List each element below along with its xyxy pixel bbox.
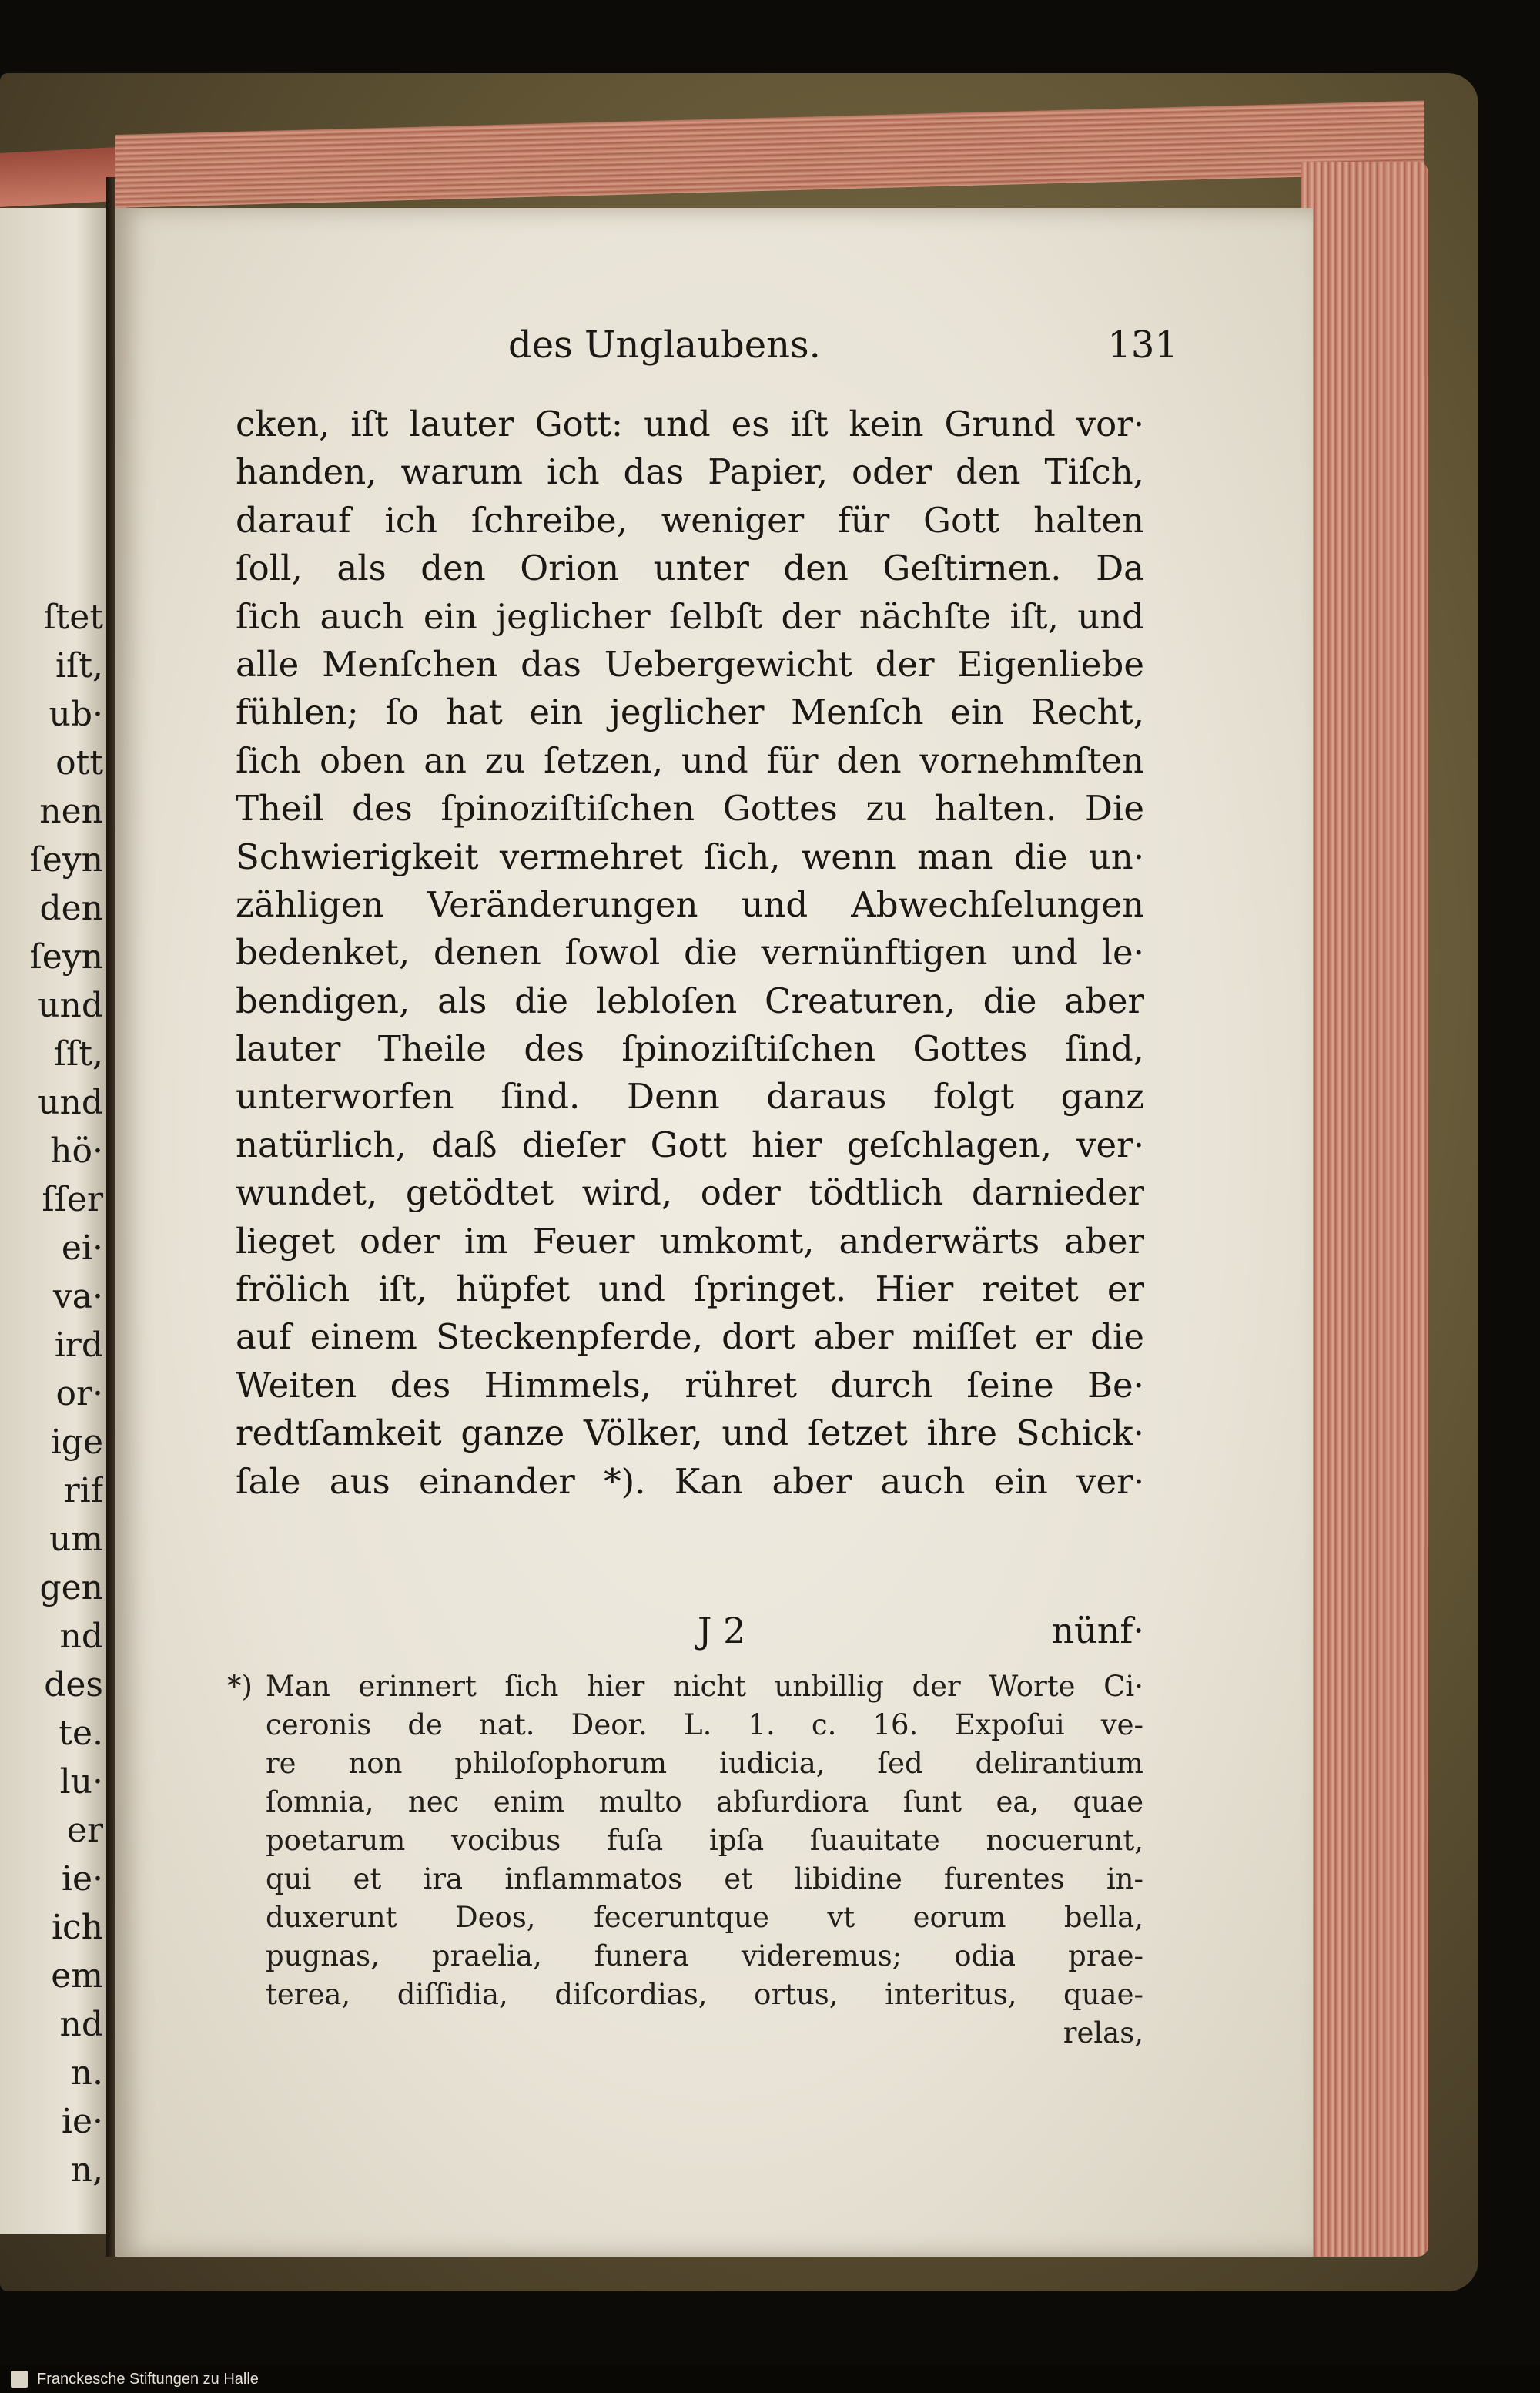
text-line: bendigen, als die lebloſen Creaturen, die aber (236, 980, 1144, 1021)
footnote-line: re non philoſophorum iudicia, ſed delirantium (266, 1747, 1143, 1780)
left-page-fragment: or· (55, 1374, 103, 1413)
left-page-fragment: und (38, 986, 103, 1025)
left-page-fragment: des (44, 1665, 103, 1704)
text-line: ſale aus einander *). Kan aber auch ein ver· (236, 1460, 1144, 1502)
text-line: wundet, getödtet wird, oder tödtlich darnieder (236, 1172, 1144, 1214)
text-line: redtſamkeit ganze Völker, und ſetzet ihre Schick· (236, 1413, 1144, 1454)
text-line: cken, iſt lauter Gott: und es iſt kein Grund vor· (236, 404, 1144, 444)
left-page-fragment: hö· (50, 1131, 103, 1171)
text-line: lieget oder im Feuer umkomt, anderwärts aber (236, 1220, 1144, 1262)
text-line: ſich auch ein jeglicher ſelbſt der nächſte iſt, und (236, 595, 1144, 637)
left-page-fragment: ige (50, 1423, 103, 1462)
left-page-fragment: ſſt, (53, 1034, 103, 1074)
left-page-fragment: gen (39, 1568, 103, 1607)
credit-bar (0, 2365, 1540, 2393)
running-title: des Unglaubens. (508, 323, 821, 367)
footnote-line: pugnas, praelia, funera videremus; odia prae- (266, 1939, 1143, 1972)
left-page (0, 208, 109, 2234)
left-page-fragment: und (38, 1083, 103, 1122)
left-page-fragment: ſeyn (29, 840, 103, 880)
left-page-fragment: nd (59, 2005, 103, 2044)
text-line: natürlich, daß dieſer Gott hier geſchlagen, ver· (236, 1124, 1144, 1165)
signature-mark: J 2 (698, 1610, 746, 1651)
text-line: auf einem Steckenpferde, dort aber miſſet er die (236, 1316, 1144, 1358)
left-page-fragment: ie· (61, 2102, 103, 2141)
left-page-fragment: ub· (49, 695, 103, 734)
text-line: Weiten des Himmels, rühret durch ſeine Be· (236, 1364, 1144, 1406)
credit-text: Franckesche Stiftungen zu Halle (37, 2371, 259, 2388)
footnote-line: duxerunt Deos, feceruntque vt eorum bella, (266, 1901, 1143, 1934)
footnote-marker: *) (227, 1670, 253, 1703)
left-page-fragment: ſtet (43, 598, 103, 637)
footnote-catchword: relas, (1063, 2016, 1143, 2049)
left-page-fragment: er (66, 1811, 103, 1850)
left-page-fragment: ird (54, 1326, 103, 1365)
footnote-line: Man erinnert ſich hier nicht unbillig der Worte Ci· (266, 1670, 1143, 1703)
left-page-fragment: ich (51, 1908, 103, 1947)
left-page-edge (0, 147, 116, 207)
left-page-fragment: ſeyn (29, 937, 103, 977)
text-line: alle Menſchen das Uebergewicht der Eigenliebe (236, 643, 1144, 685)
left-page-text-fragments (3, 593, 103, 2194)
text-line: darauf ich ſchreibe, weniger für Gott halten (236, 499, 1144, 541)
text-line: fühlen; ſo hat ein jeglicher Menſch ein Recht, (236, 692, 1144, 733)
left-page-fragment: ie· (61, 1859, 103, 1899)
footnote-line: terea, diſſidia, diſcordias, ortus, interitus, quae- (266, 1978, 1143, 2011)
text-line: Theil des ſpinoziſtiſchen Gottes zu halten. Die (236, 788, 1144, 830)
left-page-fragment: ei· (61, 1228, 103, 1268)
left-page-fragment: ott (55, 743, 103, 783)
page-header (231, 323, 1178, 377)
text-line: Schwierigkeit vermehret ſich, wenn man die un· (236, 836, 1144, 877)
left-page-fragment: den (39, 889, 103, 928)
text-line: zähligen Veränderungen und Abwechſelungen (236, 883, 1144, 925)
main-text-block (236, 401, 1144, 1506)
left-page-fragment: ſſer (42, 1180, 103, 1219)
text-line: unterworfen ſind. Denn daraus folgt ganz (236, 1076, 1144, 1118)
left-page-fragment: n, (70, 2150, 103, 2190)
left-page-fragment: n. (70, 2053, 103, 2093)
catchword: nünf· (1051, 1610, 1144, 1651)
institution-logo-icon (11, 2371, 28, 2388)
footnote-line: ſomnia, nec enim multo abſurdiora ſunt ea, quae (266, 1785, 1143, 1818)
footnote-line: ceronis de nat. Deor. L. 1. c. 16. Expoſui ve- (266, 1708, 1143, 1741)
text-line: bedenket, denen ſowol die vernünftigen und le· (236, 932, 1144, 974)
left-page-fragment: te. (59, 1714, 103, 1753)
text-line: frölich iſt, hüpfet und ſpringet. Hier reitet er (236, 1269, 1144, 1310)
left-page-fragment: nd (59, 1617, 103, 1656)
page-block-fore-edge (1301, 162, 1428, 2257)
left-page-fragment: lu· (59, 1762, 103, 1801)
text-line: ſich oben an zu ſetzen, und für den vornehmſten (236, 739, 1144, 781)
page-foot-row (236, 1610, 1144, 1664)
footnote (227, 1667, 1143, 2053)
left-page-fragment: rif (63, 1471, 103, 1510)
footnote-line: poetarum vocibus fuſa ipſa ſuauitate nocuerunt, (266, 1824, 1143, 1857)
text-line: handen, warum ich das Papier, oder den Tiſch, (236, 451, 1144, 493)
left-page-fragment: va· (52, 1277, 103, 1316)
text-line: lauter Theile des ſpinoziſtiſchen Gottes ſind, (236, 1028, 1144, 1070)
left-page-fragment: nen (39, 792, 103, 831)
text-line: ſoll, als den Orion unter den Geſtirnen. Da (236, 548, 1144, 589)
page-number: 131 (1107, 323, 1178, 367)
footnote-line: qui et ira inflammatos et libidine furentes in- (266, 1862, 1143, 1895)
left-page-fragment: um (49, 1520, 103, 1559)
left-page-fragment: iſt, (55, 646, 103, 685)
left-page-fragment: em (51, 1956, 103, 1996)
